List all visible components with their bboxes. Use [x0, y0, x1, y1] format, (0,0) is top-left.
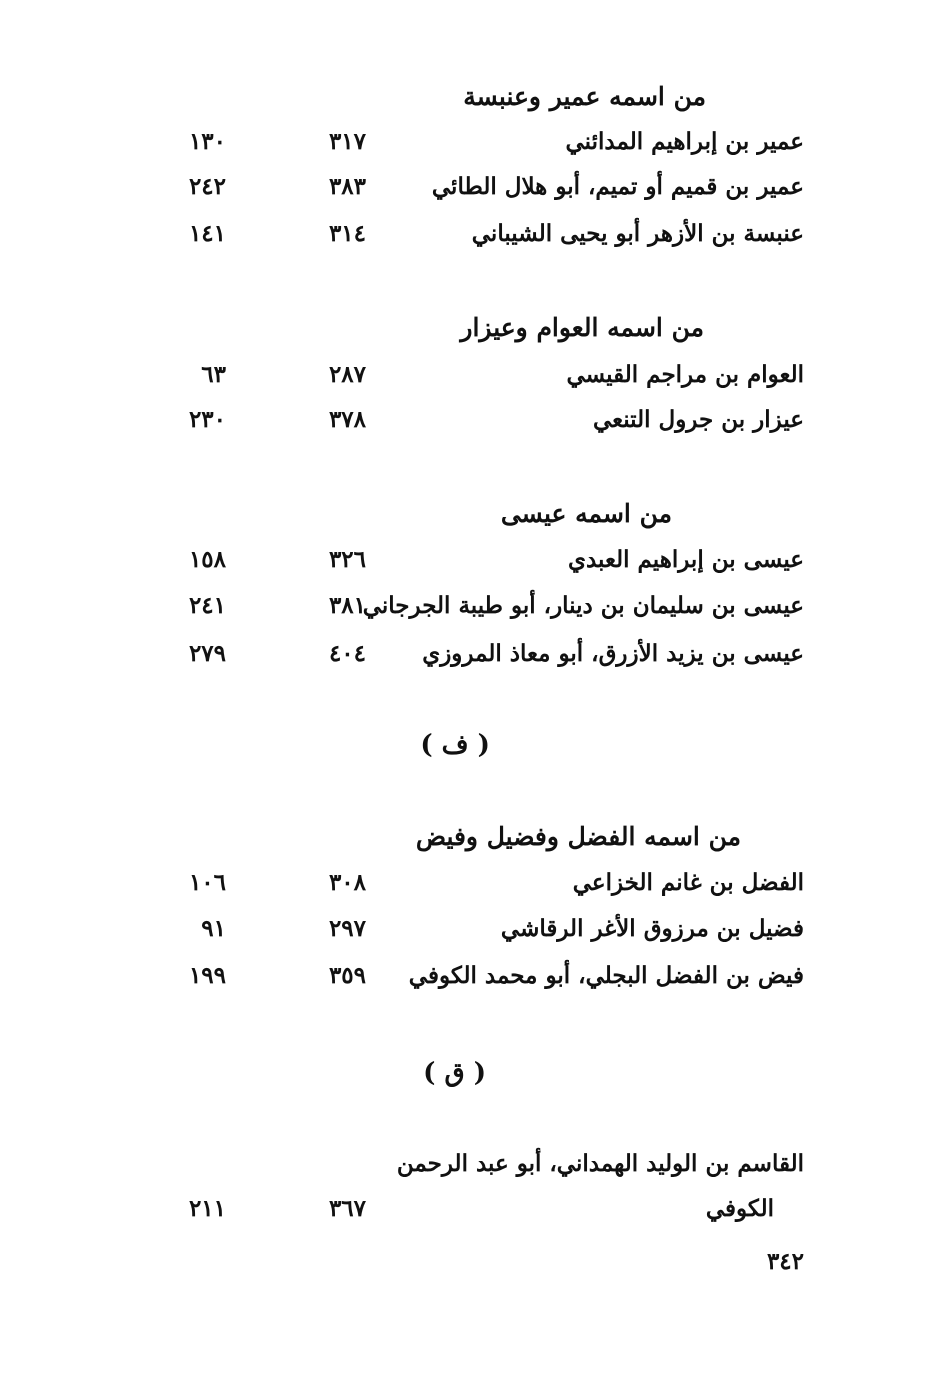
entry-name: عمير بن قميم أو تميم، أبو هلال الطائي — [431, 173, 804, 200]
entry-num-b: ٢٤١ — [188, 592, 226, 619]
entry-name: عيسى بن إبراهيم العبدي — [567, 546, 804, 573]
entry-num-a: ٣٥٩ — [328, 962, 366, 989]
entry-num-a: ٤٠٤ — [328, 640, 366, 667]
entry-name: عيسى بن سليمان بن دينار، أبو طيبة الجرجاني — [362, 592, 804, 619]
entry-name: عنبسة بن الأزهر أبو يحيى الشيباني — [471, 220, 804, 247]
entry-num-b: ١٠٦ — [188, 869, 226, 896]
entry-name: فضيل بن مرزوق الأغر الرقاشي — [500, 915, 804, 942]
entry-name: فيض بن الفضل البجلي، أبو محمد الكوفي — [408, 962, 804, 989]
section-heading: من اسمه الفضل وفضيل وفيض — [415, 822, 741, 851]
entry-num-b: ٢٤٢ — [188, 173, 226, 200]
entry-name: عيزار بن جرول التنعي — [592, 406, 804, 433]
entry-num-a: ٣٨٣ — [328, 173, 366, 200]
entry-num-a: ٣٠٨ — [328, 869, 366, 896]
entry-num-a: ٣١٤ — [328, 220, 366, 247]
entry-num-a: ٣١٧ — [328, 128, 366, 155]
entry-name-continued: الكوفي — [705, 1195, 774, 1222]
entry-name: العوام بن مراجم القيسي — [566, 361, 804, 388]
entry-num-a: ٢٩٧ — [328, 915, 366, 942]
entry-num-a: ٣٦٧ — [328, 1195, 366, 1222]
entry-num-b: ٩١ — [201, 915, 226, 942]
entry-name: القاسم بن الوليد الهمداني، أبو عبد الرحمن — [396, 1150, 804, 1177]
entry-num-a: ٣٢٦ — [328, 546, 366, 573]
entry-num-b: ٦٣ — [201, 361, 226, 388]
entry-num-b: ٢١١ — [188, 1195, 226, 1222]
entry-num-b: ١٥٨ — [188, 546, 226, 573]
entry-name: الفضل بن غانم الخزاعي — [572, 869, 804, 896]
entry-num-b: ٢٧٩ — [188, 640, 226, 667]
entry-name: عمير بن إبراهيم المدائني — [565, 128, 804, 155]
section-heading: من اسمه العوام وعيزار — [460, 313, 704, 342]
entry-name: عيسى بن يزيد الأزرق، أبو معاذ المروزي — [422, 640, 804, 667]
page-number: ٣٤٢ — [766, 1248, 804, 1275]
entry-num-b: ١٩٩ — [188, 962, 226, 989]
letter-heading: ( ف ) — [420, 730, 490, 760]
letter-heading: ( ق ) — [423, 1058, 486, 1088]
entry-num-a: ٢٨٧ — [328, 361, 366, 388]
section-heading: من اسمه عمير وعنبسة — [463, 82, 706, 111]
entry-num-b: ١٤١ — [188, 220, 226, 247]
section-heading: من اسمه عيسى — [500, 499, 672, 528]
entry-num-b: ٢٣٠ — [188, 406, 226, 433]
entry-num-b: ١٣٠ — [188, 128, 226, 155]
entry-num-a: ٣٧٨ — [328, 406, 366, 433]
entry-num-a: ٣٨١ — [328, 592, 366, 619]
